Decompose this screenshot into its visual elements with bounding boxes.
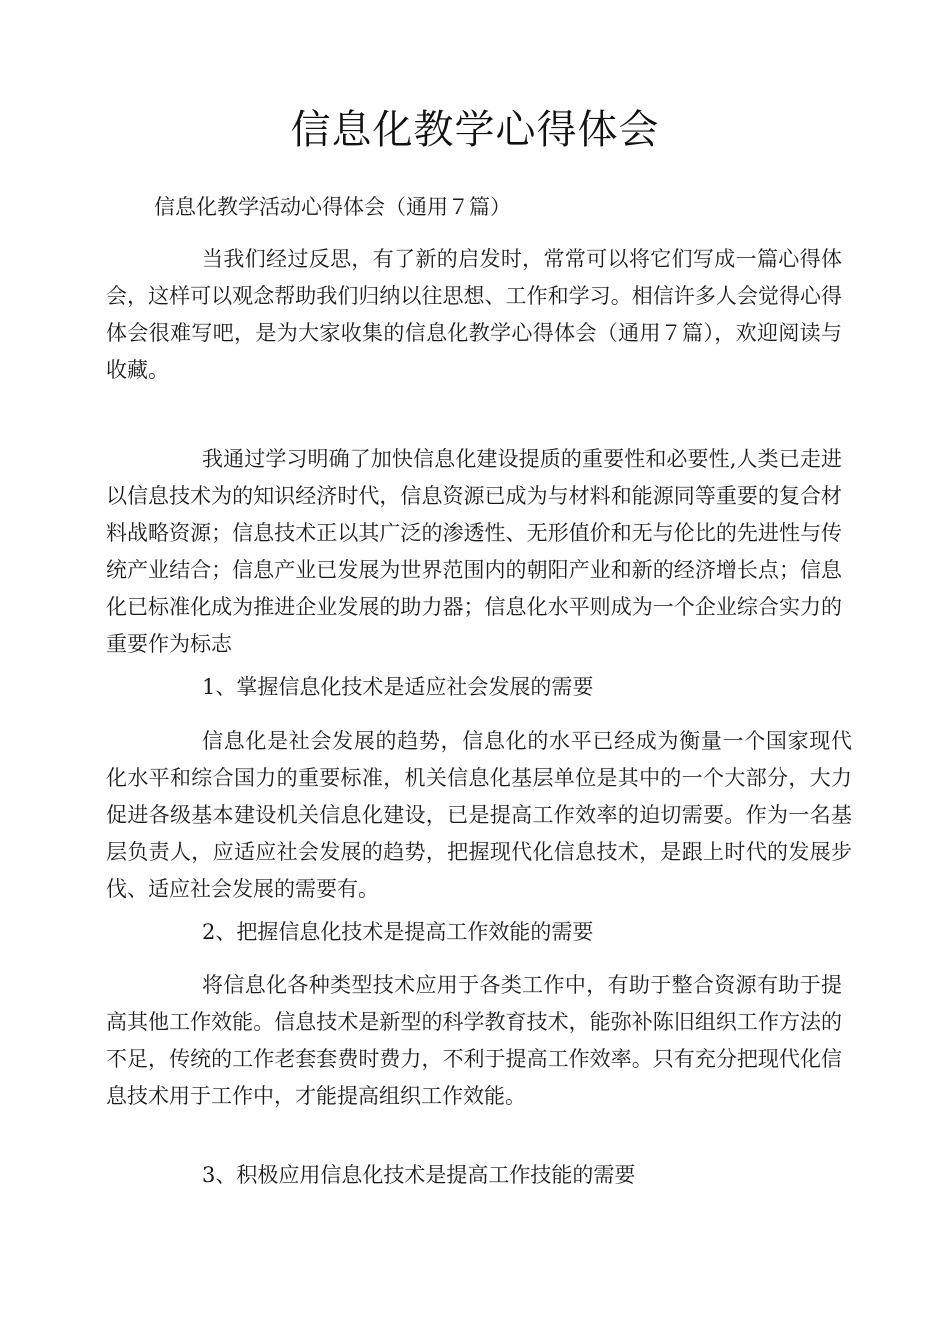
document-subtitle: 信息化教学活动心得体会（通用７篇） [154, 195, 511, 219]
document-title: 信息化教学心得体会 [290, 107, 660, 153]
section-paragraph-1: 信息化是社会发展的趋势，信息化的水平已经成为衡量一个国家现代化水平和综合国力的重要标准，机关信息化基层单位是其中的一个大部分，大力促进各级基本建设机关信息化建设，已是提高工作效率的迫切需要。作为一名基层负责人，应适应社会发展的趋势，把握现代化信息技术，是跟上时代的发展步伐、适应社会发展的需要有。 [106, 729, 852, 901]
intro-paragraph: 当我们经过反思，有了新的启发时，常常可以将它们写成一篇心得体会，这样可以观念帮助我们归纳以往思想、工作和学习。相信许多人会觉得心得体会很难写吧，是为大家收集的信息化教学心得体会（通用７篇），欢迎阅读与收藏。 [106, 247, 842, 382]
section-heading-3: 3、积极应用信息化技术是提高工作技能的需要 [202, 1163, 636, 1187]
section-heading-2: 2、把握信息化技术是提高工作效能的需要 [202, 920, 594, 944]
section-heading-1: 1、掌握信息化技术是适应社会发展的需要 [202, 675, 594, 699]
section-paragraph-2: 将信息化各种类型技术应用于各类工作中，有助于整合资源有助于提高其他工作效能。信息技术是新型的科学教育技术，能弥补陈旧组织工作方法的不足，传统的工作老套套费时费力，不利于提高工作效率。只有充分把现代化信息技术用于工作中，才能提高组织工作效能。 [106, 973, 842, 1108]
body-paragraph: 我通过学习明确了加快信息化建设提质的重要性和必要性,人类已走进以信息技术为的知识经济时代，信息资源已成为与材料和能源同等重要的复合材料战略资源；信息技术正以其广泛的渗透性、无形值价和无与伦比的先进性与传统产业结合；信息产业已发展为世界范围内的朝阳产业和新的经济增长点；信息化已标准化成为推进企业发展的助力器；信息化水平则成为一个企业综合实力的重要作为标志 [106, 447, 842, 656]
